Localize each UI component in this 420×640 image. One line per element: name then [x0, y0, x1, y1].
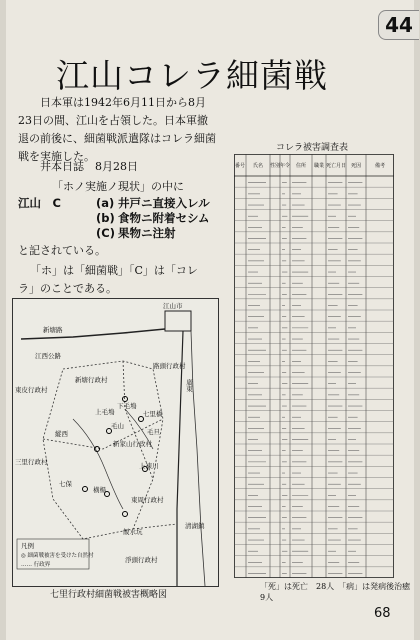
table-header-cell: 性別: [269, 163, 281, 169]
diary-heading: 井本日誌 8月28日: [40, 160, 138, 173]
explanation-text: 「ホ」は「細菌戦」「C」は「コレラ」のことである。: [18, 264, 198, 295]
map-label-road: 新塘路: [43, 326, 63, 334]
map-label-qinghu: 清湖鎮: [185, 522, 205, 530]
map-label-fanshui: 飯水坑: [123, 528, 143, 536]
page-title: 江山コレラ細菌戦: [56, 56, 328, 95]
map-label-city: 江山市: [163, 302, 183, 310]
code-list: [18, 196, 210, 241]
chapter-number: 44: [385, 13, 413, 37]
river-line: [191, 331, 205, 586]
damage-table: [234, 154, 394, 578]
map-label-zongxi: 縱西: [55, 430, 68, 438]
map-label-east: 廣東: [185, 379, 193, 392]
table-footnote: 「死」は死亡 28人 「病」は発病後治癒 9人: [260, 582, 419, 602]
table-header-cell: 職業: [313, 163, 325, 169]
table-header-cell: 年令: [279, 163, 291, 169]
map-label-xinjia: 新家山行政村: [113, 440, 152, 448]
chapter-tab: [378, 10, 419, 40]
map-label-west-village: 東皮行政村: [15, 386, 48, 394]
map-legend-item-1: ◎ 細菌戦被害を受けた自然村: [21, 553, 94, 559]
code-text-a: 井戸ニ直接入レル: [118, 196, 210, 210]
code-row-a: [18, 196, 210, 211]
map-label-lutou: 路頭行政村: [153, 362, 186, 370]
map-label-xintang: 新塘行政村: [75, 376, 108, 384]
village-boundary: [43, 361, 163, 539]
map-label-maoshan: 毛山: [111, 422, 124, 430]
damage-map: [12, 298, 219, 587]
map-legend-item-2: …… 行政界: [21, 562, 51, 568]
table-header-cell: 死亡月日: [325, 163, 347, 169]
code-key-b: (b): [96, 211, 115, 225]
diary-quote: 「ホノ実施ノ現状」の中に: [52, 180, 184, 193]
code-key-c: (C): [96, 226, 115, 240]
map-label-maodan: 毛旦: [147, 428, 160, 436]
map-label-dongzhou: 東周行政村: [131, 496, 164, 504]
intro-paragraph: 日本軍は1942年6月11日から8月23日の間、江山を占領した。日本軍撤退の前後に、細菌戦派遣隊はコレラ細菌戦を実施した。: [18, 96, 216, 163]
table-header-cell: 氏名: [252, 163, 264, 169]
table-header-cell: 住所: [295, 163, 307, 169]
table-title: コレラ被害調査表: [276, 143, 349, 153]
map-label-shangmao: 上毛塢: [95, 408, 115, 416]
map-label-hengyang: 橫楊: [93, 486, 106, 494]
map-label-qili: 七里橋: [143, 410, 163, 418]
code-row-b: [18, 211, 210, 226]
page-number: 68: [374, 606, 391, 621]
map-label-jingtou: 淨頭行政村: [125, 556, 158, 564]
map-legend-title: 凡例: [21, 542, 34, 550]
village-marker: [83, 487, 88, 492]
table-header-cell: 死因: [350, 163, 362, 169]
code-key-a: (a): [96, 196, 115, 210]
map-caption: 七里行政村細菌戦被害概略図: [50, 590, 168, 600]
map-label-railway: 江西公路: [35, 352, 61, 360]
map-label-xiamao: 下毛塢: [117, 402, 137, 410]
code-text-c: 果物ニ注射: [118, 226, 176, 240]
table-header-cell: 番号: [234, 163, 246, 169]
code-label: 江山 C: [18, 196, 61, 210]
village-marker: [123, 512, 128, 517]
damage-table-grid: [234, 154, 394, 578]
map-label-sanli: 三里行政村: [15, 458, 48, 466]
small-road-1: [73, 419, 123, 509]
map-label-qibao: 七保: [59, 480, 72, 488]
city-block: [165, 311, 191, 331]
code-text-b: 食物ニ附着セシム: [118, 211, 210, 225]
map-label-shangdong: 上凍川: [139, 462, 159, 470]
code-row-c: [18, 226, 210, 241]
table-header-cell: 備考: [374, 163, 386, 169]
after-text: と記されている。: [18, 244, 106, 257]
